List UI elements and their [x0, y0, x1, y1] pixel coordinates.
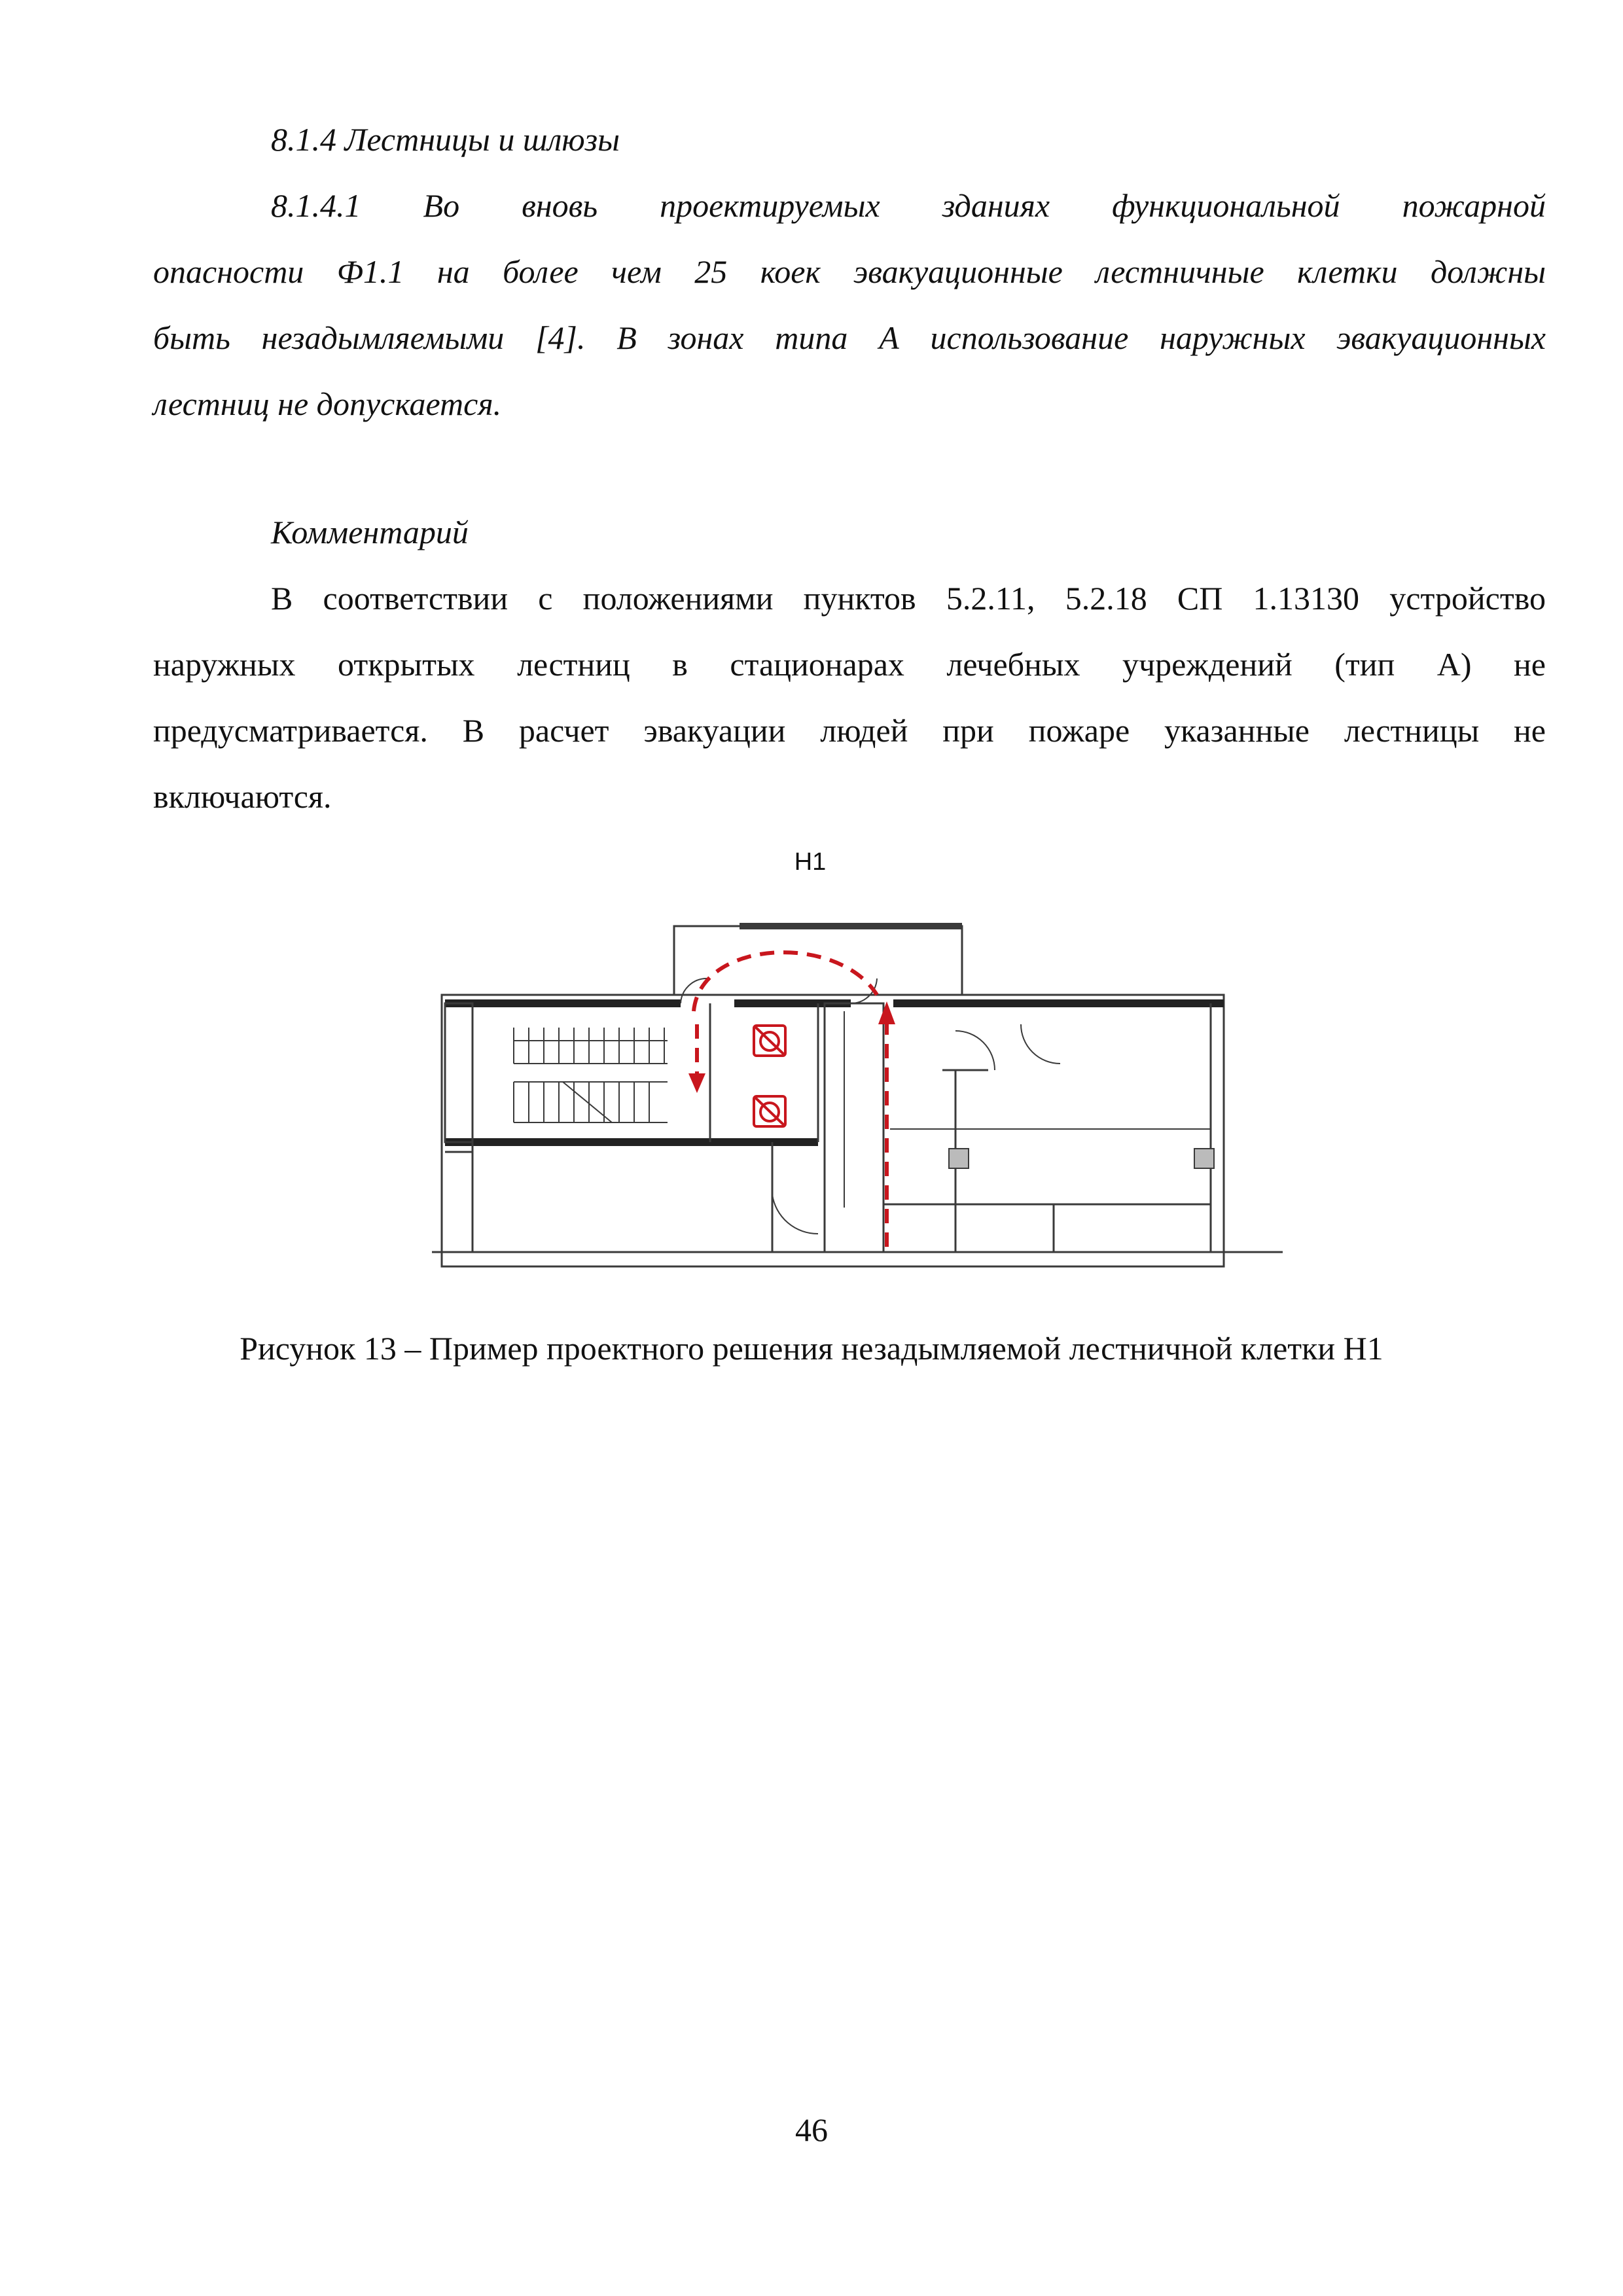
door-swing-lower — [772, 1194, 818, 1234]
stair-steps-upper — [514, 1028, 668, 1064]
stair-steps-lower — [514, 1082, 668, 1122]
comment-line-1: В соответствии с положениями пунктов 5.2.11, 5.2.18 СП 1.13130 устройство — [271, 580, 1546, 617]
column-2 — [1194, 1149, 1214, 1168]
clause-line-3: быть незадымляемыми [4]. В зонах типа А использование наружных эвакуационных — [153, 319, 1546, 356]
figure-label: Н1 — [794, 848, 827, 876]
column-1 — [949, 1149, 969, 1168]
arrow-down-icon — [688, 1073, 705, 1093]
door-swing-right-2 — [1021, 1024, 1060, 1064]
figure-caption: Рисунок 13 – Пример проектного решения незадымляемой лестничной клетки Н1 — [240, 1330, 1383, 1367]
route-arrowheads — [688, 1001, 895, 1093]
comment-line-3: предусматривается. В расчет эвакуации людей при пожаре указанные лестницы не — [153, 712, 1546, 749]
clause-line-4: лестниц не допускается. — [153, 386, 502, 422]
comment-line-4: включаются. — [153, 778, 332, 815]
clause-line-2: опасности Ф1.1 на более чем 25 коек эвакуационные лестничные клетки должны — [153, 253, 1546, 290]
floor-plan-diagram — [432, 913, 1283, 1280]
corridor — [825, 1003, 883, 1252]
door-swing-right-1 — [955, 1031, 995, 1070]
evacuation-route — [694, 952, 887, 1247]
comment-line-2: наружных открытых лестниц в стационарах лечебных учреждений (тип А) не — [153, 646, 1546, 683]
vestibule-wall — [674, 926, 962, 995]
page-number: 46 — [795, 2111, 828, 2148]
clause-line-1: 8.1.4.1 Во вновь проектируемых зданиях функциональной пожарной — [271, 187, 1546, 224]
arrow-up-icon — [878, 1001, 895, 1024]
section-heading: 8.1.4 Лестницы и шлюзы — [271, 121, 620, 158]
wheelchair-icon-2 — [754, 1096, 785, 1126]
door-swing-vestibule-1 — [681, 978, 707, 1003]
stair-left-wall — [445, 1003, 473, 1142]
comment-heading: Комментарий — [271, 514, 469, 550]
wheelchair-icon-1 — [754, 1026, 785, 1056]
